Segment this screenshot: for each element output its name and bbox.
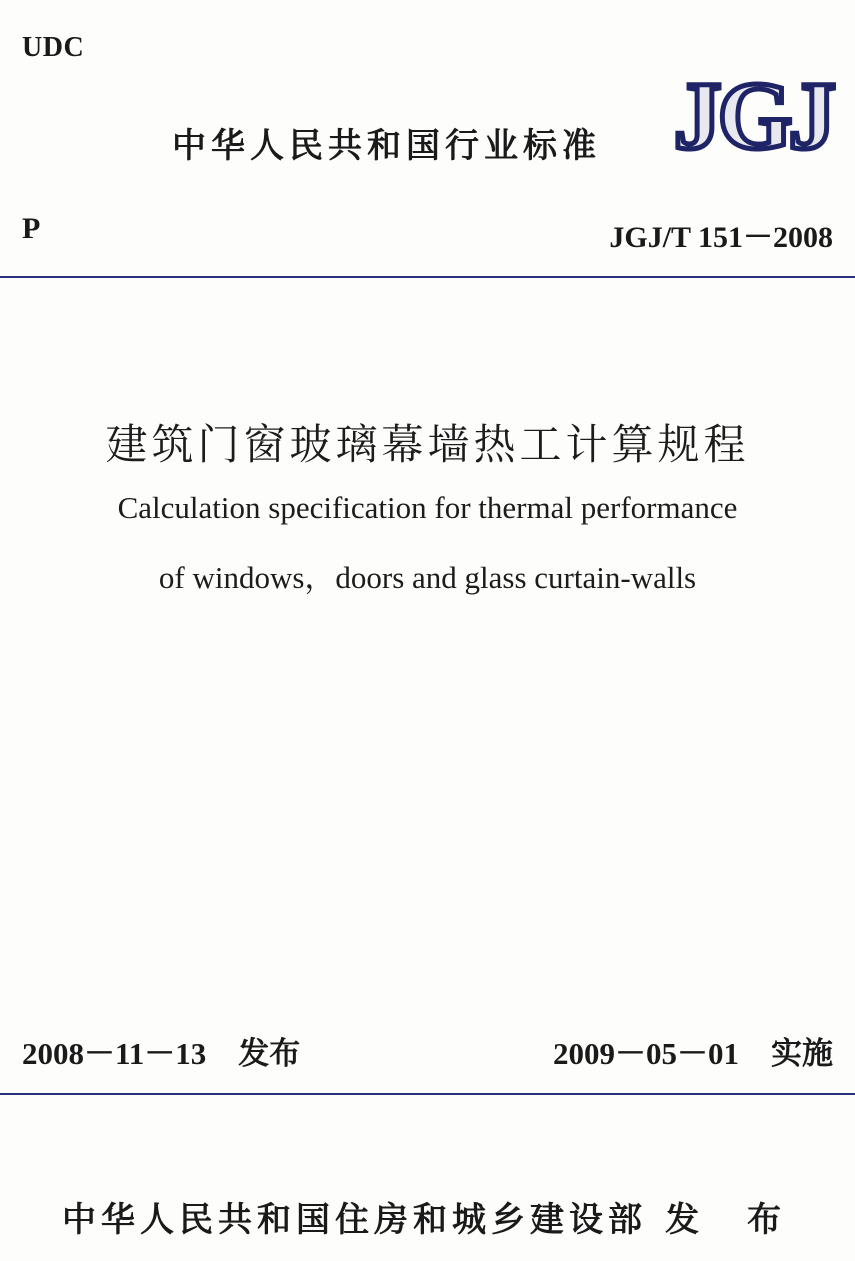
publisher-name: 中华人民共和国住房和城乡建设部 xyxy=(62,1200,647,1240)
bottom-divider xyxy=(0,1093,855,1095)
title-english-line-2: of windows，doors and glass curtain-walls xyxy=(158,560,697,595)
jgj-logo-icon xyxy=(670,70,836,158)
category-code: P xyxy=(22,212,41,245)
top-divider xyxy=(0,276,855,278)
udc-label: UDC xyxy=(22,32,85,63)
issue-label: 发布 xyxy=(238,1036,301,1072)
issue-date: 2008－11－13 xyxy=(22,1036,207,1071)
industry-standard-heading: 中华人民共和国行业标准 xyxy=(172,126,601,166)
implement-date: 2009－05－01 xyxy=(553,1036,739,1071)
standard-number: JGJ/T 151－2008 xyxy=(609,221,833,254)
publish-label: 发 布 xyxy=(665,1200,799,1240)
issue-date-group xyxy=(22,1028,300,1073)
implement-date-group xyxy=(553,1028,833,1073)
title-english-line-1: Calculation specification for thermal performance xyxy=(117,490,738,525)
title-chinese: 建筑门窗玻璃幕墙热工计算规程 xyxy=(105,420,750,469)
jgj-logo-text: JGJ xyxy=(673,70,833,158)
implement-label: 实施 xyxy=(771,1036,833,1072)
